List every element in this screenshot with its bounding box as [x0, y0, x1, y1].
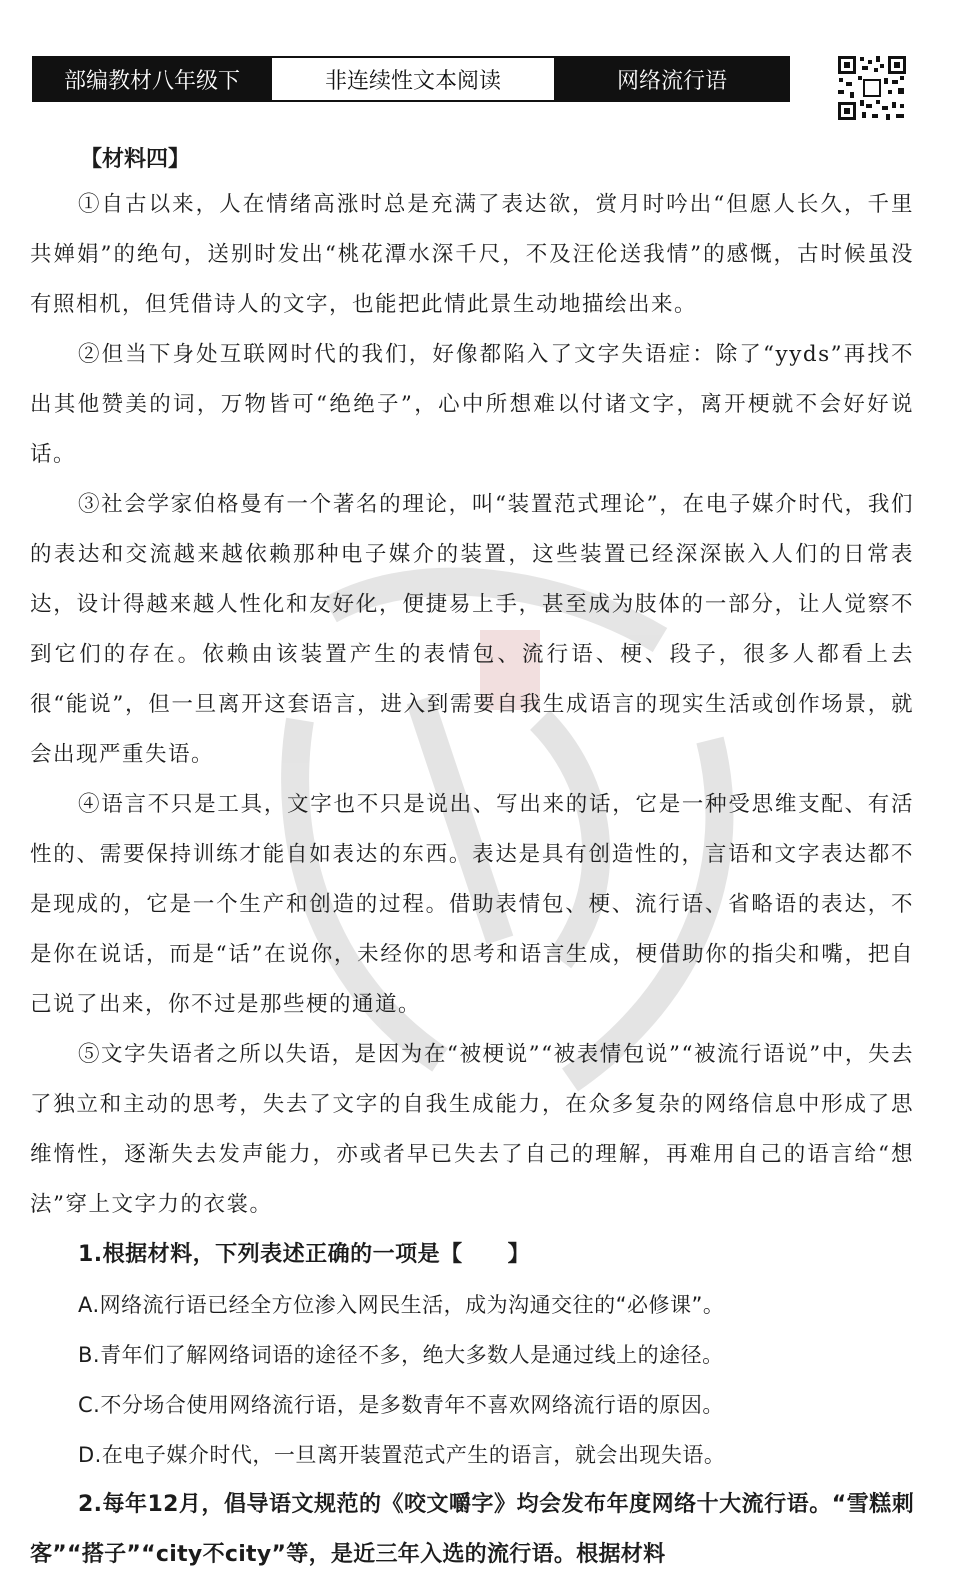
qr-code-icon [836, 54, 908, 122]
header-grade: 部编教材八年级下 [34, 58, 270, 100]
question-1-stem: 1.根据材料，下列表述正确的一项是【 】 [78, 1242, 531, 1267]
option-d: D.在电子媒介时代，一旦离开装置范式产生的语言，就会出现失语。 [78, 1443, 726, 1467]
option-b: B.青年们了解网络词语的途径不多，绝大多数人是通过线上的途径。 [78, 1343, 724, 1367]
paragraph-4: ④语言不只是工具，文字也不只是说出、写出来的话，它是一种受思维支配、有活性的、需要保持训练才能自如表达的东西。表达是具有创造性的，言语和文字表达都不是现成的，它是一个生产和创造的过程。借助表情包、梗、流行语、省略语的表达，不是你在说话，而是“话”在说你，未经你的思考和语言生成，梗借助你的指尖和嘴，把自己说了出来，你不过是那些梗的通道。 [30, 792, 914, 1017]
paragraph-1: ①自古以来，人在情绪高涨时总是充满了表达欲，赏月时吟出“但愿人长久，千里共婵娟”的绝句，送别时发出“桃花潭水深千尺，不及汪伦送我情”的感慨，古时候虽没有照相机，但凭借诗人的文字，也能把此情此景生动地描绘出来。 [30, 192, 914, 317]
header-topic: 非连续性文本阅读 [270, 58, 556, 100]
header-bar [32, 56, 790, 102]
option-a: A.网络流行语已经全方位渗入网民生活，成为沟通交往的“必修课”。 [78, 1293, 725, 1317]
header-theme: 网络流行语 [556, 58, 788, 100]
question-2: 2.每年12月，倡导语文规范的《咬文嚼字》均会发布年度网络十大流行语。“雪糕刺客”“搭子”“city不city”等，是近三年入选的流行语。根据材料 [30, 1492, 914, 1567]
paragraph-2: ②但当下身处互联网时代的我们，好像都陷入了文字失语症：除了“yyds”再找不出其他赞美的词，万物皆可“绝绝子”，心中所想难以付诸文字，离开梗就不会好好说话。 [30, 342, 914, 467]
option-c: C.不分场合使用网络流行语，是多数青年不喜欢网络流行语的原因。 [78, 1393, 724, 1417]
material-title: 【材料四】 [80, 147, 191, 172]
paragraph-5: ⑤文字失语者之所以失语，是因为在“被梗说”“被表情包说”“被流行语说”中，失去了独立和主动的思考，失去了文字的自我生成能力，在众多复杂的网络信息中形成了思维惰性，逐渐失去发声能力，亦或者早已失去了自己的理解，再难用自己的语言给“想法”穿上文字力的衣裳。 [30, 1042, 914, 1217]
content [30, 132, 914, 1580]
paragraph-3: ③社会学家伯格曼有一个著名的理论，叫“装置范式理论”，在电子媒介时代，我们的表达和交流越来越依赖那种电子媒介的装置，这些装置已经深深嵌入人们的日常表达，设计得越来越人性化和友好化，便捷易上手，甚至成为肢体的一部分，让人觉察不到它们的存在。依赖由该装置产生的表情包、流行语、梗、段子，很多人都看上去很“能说”，但一旦离开这套语言，进入到需要自我生成语言的现实生活或创作场景，就会出现严重失语。 [30, 492, 914, 767]
